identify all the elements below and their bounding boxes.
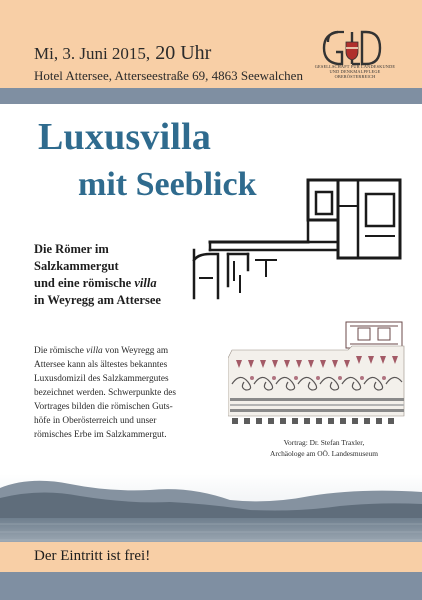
event-date: Mi, 3. Juni 2015, (34, 44, 151, 63)
event-date-time (34, 42, 211, 65)
event-venue: Hotel Attersee, Atterseestraße 69, 4863 Seewalchen (34, 68, 303, 83)
subtitle: Die Römer im Salzkammergut und eine römische villa in Weyregg am Attersee (34, 242, 161, 307)
header-stripe (0, 88, 422, 104)
free-admission-note: Der Eintritt ist frei! (34, 548, 151, 564)
header-band (0, 0, 422, 88)
society-logo-text: GESELLSCHAFT FÜR LANDESKUNDE UND DENKMALPFLEGE OBERÖSTERREICH (314, 64, 396, 79)
bottom-stripe (0, 572, 422, 600)
title-line-1: Luxusvilla (38, 116, 212, 158)
villa-floorplan-illustration (190, 176, 404, 306)
lake-landscape-photo (0, 474, 422, 550)
description-paragraph: Die römische villa von Weyregg am Attersee kann als ältestes bekanntes Luxusdomizil des Salzkammergutes bezeichnet werden. Schwerpunkte des Vortrages bilden die römischen Guts- höfe in Oberösterreich und unser römisches Erbe im Salzkammergut. (34, 346, 176, 440)
roman-mosaic-illustration (228, 320, 408, 432)
title-line-2: mit Seeblick (78, 166, 257, 203)
event-time: 20 Uhr (150, 42, 212, 64)
speaker-credit: Vortrag: Dr. Stefan Traxler, Archäologe am OÖ. Landesmuseum (270, 438, 378, 458)
